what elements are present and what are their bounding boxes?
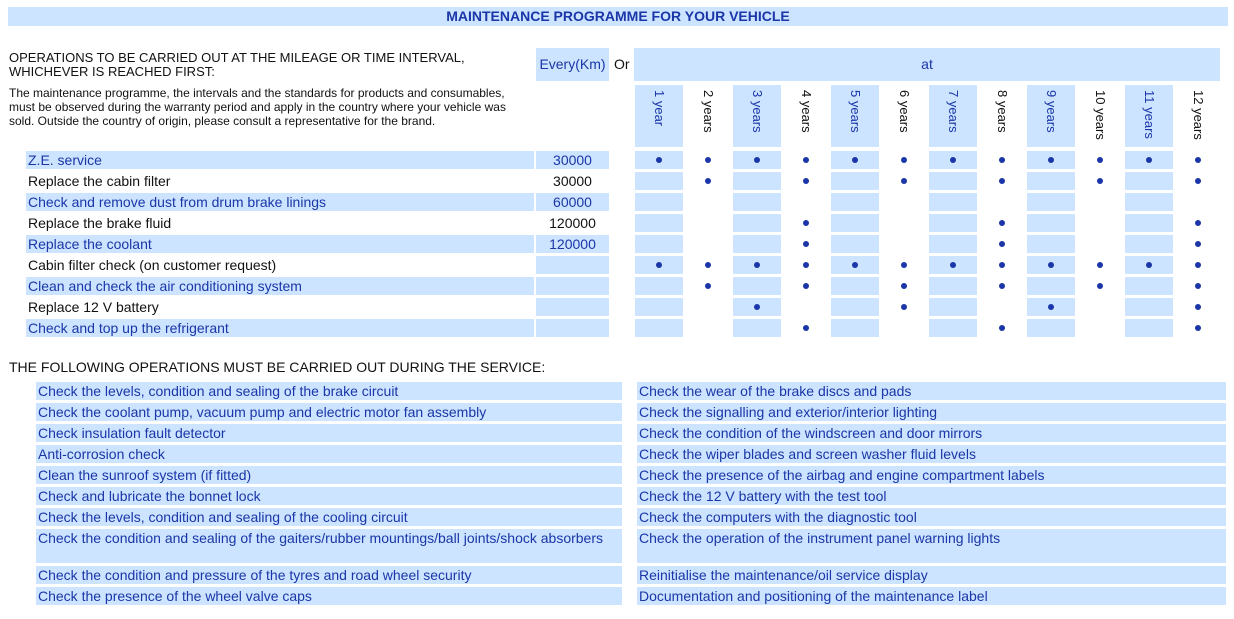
scheduled-dot-icon — [1195, 283, 1201, 289]
service-item-label: Check the wiper blades and screen washer fluid levels — [639, 446, 976, 462]
year-label: 4 years — [799, 90, 814, 133]
scheduled-dot-icon — [656, 157, 662, 163]
scheduled-dot-icon — [999, 262, 1005, 268]
scheduled-dot-icon — [1097, 157, 1103, 163]
year-cell — [929, 172, 977, 190]
year-cell — [831, 214, 879, 232]
scheduled-dot-icon — [999, 178, 1005, 184]
year-cell — [929, 214, 977, 232]
year-cell — [733, 298, 781, 316]
service-item-left — [36, 403, 622, 421]
table-row — [26, 256, 609, 274]
km-interval — [536, 256, 609, 274]
year-cell — [684, 193, 732, 211]
scheduled-dot-icon — [803, 262, 809, 268]
intro-heading: OPERATIONS TO BE CARRIED OUT AT THE MILEAGE OR TIME INTERVAL, WHICHEVER IS REACHED FIRST: — [9, 50, 465, 79]
year-cell — [635, 151, 683, 169]
service-heading: THE FOLLOWING OPERATIONS MUST BE CARRIED OUT DURING THE SERVICE: — [9, 359, 546, 375]
year-cell — [831, 172, 879, 190]
operation-label: Replace the brake fluid — [28, 215, 172, 231]
year-cell — [684, 214, 732, 232]
year-cell — [1174, 298, 1222, 316]
year-cell — [1076, 277, 1124, 295]
year-cell — [1076, 151, 1124, 169]
year-cell — [782, 172, 830, 190]
year-cell — [1027, 256, 1075, 274]
operation-label: Replace the cabin filter — [28, 173, 171, 189]
year-cell — [782, 256, 830, 274]
year-column-header — [1125, 85, 1173, 147]
service-item-label: Check the condition and pressure of the tyres and road wheel security — [38, 567, 472, 583]
year-cell — [1125, 277, 1173, 295]
year-cell — [1027, 319, 1075, 337]
scheduled-dot-icon — [754, 262, 760, 268]
year-cell — [782, 277, 830, 295]
service-item-right — [637, 403, 1226, 421]
scheduled-dot-icon — [1195, 220, 1201, 226]
km-interval: 30000 — [553, 173, 592, 189]
year-cell — [880, 151, 928, 169]
year-cell — [880, 298, 928, 316]
year-cell — [684, 151, 732, 169]
year-column-header — [1076, 85, 1124, 147]
year-cell — [880, 214, 928, 232]
year-cell — [978, 298, 1026, 316]
year-cell — [978, 235, 1026, 253]
year-cell — [684, 277, 732, 295]
scheduled-dot-icon — [1097, 178, 1103, 184]
year-label: 11 years — [1142, 90, 1157, 139]
scheduled-dot-icon — [1195, 157, 1201, 163]
year-label: 10 years — [1093, 90, 1108, 140]
service-item-label: Check the wear of the brake discs and pads — [639, 383, 912, 399]
scheduled-dot-icon — [1195, 178, 1201, 184]
at-header: at — [634, 48, 1220, 81]
scheduled-dot-icon — [803, 157, 809, 163]
year-cell — [733, 193, 781, 211]
year-cell — [978, 277, 1026, 295]
service-item-right — [637, 566, 1226, 584]
service-item-label: Check the presence of the airbag and engine compartment labels — [639, 467, 1045, 483]
year-cell — [733, 235, 781, 253]
year-cell — [733, 214, 781, 232]
table-row — [26, 193, 609, 211]
scheduled-dot-icon — [1195, 262, 1201, 268]
year-cell — [831, 193, 879, 211]
operation-label: Z.E. service — [28, 152, 102, 168]
scheduled-dot-icon — [705, 157, 711, 163]
year-cell — [978, 256, 1026, 274]
scheduled-dot-icon — [950, 262, 956, 268]
year-column-header — [831, 85, 879, 147]
service-item-left — [36, 508, 622, 526]
year-cell — [1076, 298, 1124, 316]
scheduled-dot-icon — [999, 283, 1005, 289]
service-item-label: Check the presence of the wheel valve caps — [38, 588, 312, 604]
year-cell — [831, 151, 879, 169]
year-cell — [733, 319, 781, 337]
scheduled-dot-icon — [901, 178, 907, 184]
scheduled-dot-icon — [999, 325, 1005, 331]
year-cell — [978, 214, 1026, 232]
service-item-label: Check the signalling and exterior/interior lighting — [639, 404, 938, 420]
year-cell — [929, 151, 977, 169]
year-column-header — [733, 85, 781, 147]
year-cell — [733, 256, 781, 274]
km-interval: 120000 — [549, 215, 596, 231]
year-column-header — [1027, 85, 1075, 147]
scheduled-dot-icon — [803, 178, 809, 184]
year-cell — [831, 319, 879, 337]
year-cell — [831, 235, 879, 253]
year-label: 6 years — [897, 90, 912, 133]
service-item-label: Check the computers with the diagnostic tool — [639, 509, 917, 525]
scheduled-dot-icon — [901, 262, 907, 268]
operation-label: Replace 12 V battery — [28, 299, 159, 315]
service-item-label: Check the levels, condition and sealing of the brake circuit — [38, 383, 399, 399]
service-item-label: Check and lubricate the bonnet lock — [38, 488, 261, 504]
year-cell — [635, 193, 683, 211]
year-cell — [1076, 235, 1124, 253]
year-cell — [1027, 172, 1075, 190]
service-item-label: Documentation and positioning of the maintenance label — [639, 588, 988, 604]
year-cell — [1174, 151, 1222, 169]
scheduled-dot-icon — [803, 325, 809, 331]
km-interval — [536, 277, 609, 295]
service-item-left — [36, 382, 622, 400]
year-cell — [635, 214, 683, 232]
scheduled-dot-icon — [1146, 157, 1152, 163]
scheduled-dot-icon — [803, 220, 809, 226]
scheduled-dot-icon — [1097, 262, 1103, 268]
operation-label: Replace the coolant — [28, 236, 152, 252]
km-interval — [536, 319, 609, 337]
year-cell — [831, 298, 879, 316]
year-label: 5 years — [848, 90, 863, 133]
km-interval: 30000 — [553, 152, 592, 168]
year-cell — [733, 172, 781, 190]
year-cell — [880, 193, 928, 211]
service-item-left — [36, 445, 622, 463]
year-cell — [635, 172, 683, 190]
year-cell — [1076, 214, 1124, 232]
table-row — [26, 214, 609, 232]
scheduled-dot-icon — [1048, 157, 1054, 163]
table-row — [26, 277, 609, 295]
scheduled-dot-icon — [999, 241, 1005, 247]
year-cell — [929, 298, 977, 316]
scheduled-dot-icon — [803, 241, 809, 247]
year-cell — [1125, 151, 1173, 169]
year-cell — [831, 256, 879, 274]
year-cell — [635, 256, 683, 274]
year-label: 12 years — [1191, 90, 1206, 140]
year-cell — [1076, 193, 1124, 211]
operation-label: Clean and check the air conditioning system — [28, 278, 302, 294]
service-item-right — [637, 487, 1226, 505]
year-cell — [782, 319, 830, 337]
year-label: 9 years — [1044, 90, 1059, 133]
year-cell — [1027, 298, 1075, 316]
year-label: 1 year — [652, 90, 667, 127]
year-cell — [782, 151, 830, 169]
scheduled-dot-icon — [1097, 283, 1103, 289]
scheduled-dot-icon — [1195, 304, 1201, 310]
table-row — [26, 172, 609, 190]
scheduled-dot-icon — [705, 178, 711, 184]
service-item-label: Clean the sunroof system (if fitted) — [38, 467, 252, 483]
scheduled-dot-icon — [705, 262, 711, 268]
scheduled-dot-icon — [1195, 325, 1201, 331]
service-item-label: Check insulation fault detector — [38, 425, 226, 441]
year-cell — [1027, 277, 1075, 295]
scheduled-dot-icon — [1195, 241, 1201, 247]
scheduled-dot-icon — [1146, 262, 1152, 268]
year-column-header — [880, 85, 928, 147]
year-cell — [880, 256, 928, 274]
service-item-left — [36, 466, 622, 484]
scheduled-dot-icon — [901, 157, 907, 163]
table-row — [26, 151, 609, 169]
year-cell — [1027, 193, 1075, 211]
scheduled-dot-icon — [803, 283, 809, 289]
year-cell — [1125, 319, 1173, 337]
year-cell — [1174, 235, 1222, 253]
table-row — [26, 235, 609, 253]
service-item-label: Check the condition and sealing of the gaiters/rubber mountings/ball joints/shock absorbers — [38, 530, 603, 546]
year-cell — [978, 172, 1026, 190]
year-cell — [635, 298, 683, 316]
table-row — [26, 319, 609, 337]
year-cell — [1027, 151, 1075, 169]
year-cell — [782, 193, 830, 211]
year-cell — [684, 319, 732, 337]
year-cell — [929, 277, 977, 295]
year-cell — [1174, 193, 1222, 211]
year-cell — [978, 319, 1026, 337]
operation-label: Cabin filter check (on customer request) — [28, 257, 277, 273]
service-item-right — [637, 466, 1226, 484]
service-item-left — [36, 587, 622, 605]
year-cell — [1076, 256, 1124, 274]
scheduled-dot-icon — [852, 262, 858, 268]
year-label: 3 years — [750, 90, 765, 133]
year-cell — [733, 151, 781, 169]
year-cell — [684, 235, 732, 253]
service-item-right — [637, 587, 1226, 605]
year-cell — [635, 235, 683, 253]
scheduled-dot-icon — [1048, 304, 1054, 310]
year-cell — [1174, 319, 1222, 337]
service-item-right — [637, 508, 1226, 526]
operation-label: Check and remove dust from drum brake linings — [28, 194, 327, 210]
km-interval — [536, 298, 609, 316]
scheduled-dot-icon — [852, 157, 858, 163]
scheduled-dot-icon — [901, 304, 907, 310]
scheduled-dot-icon — [656, 262, 662, 268]
service-item-label: Check the levels, condition and sealing of the cooling circuit — [38, 509, 408, 525]
year-cell — [1125, 214, 1173, 232]
scheduled-dot-icon — [1048, 262, 1054, 268]
km-interval: 60000 — [553, 194, 592, 210]
every-km-header: Every(Km) — [536, 48, 609, 81]
year-column-header — [929, 85, 977, 147]
scheduled-dot-icon — [901, 283, 907, 289]
year-label: 7 years — [946, 90, 961, 133]
service-item-label: Anti-corrosion check — [38, 446, 165, 462]
year-cell — [978, 151, 1026, 169]
table-row — [26, 298, 609, 316]
year-cell — [1174, 214, 1222, 232]
year-column-header — [1174, 85, 1222, 147]
intro-note: The maintenance programme, the intervals and the standards for products and consumables, must be observed during the warranty period and apply in the country where your vehicle was sold. Outside the country of origin, please consult a representative for the brand. — [9, 86, 506, 128]
km-interval: 120000 — [549, 236, 596, 252]
scheduled-dot-icon — [999, 220, 1005, 226]
year-cell — [929, 193, 977, 211]
year-cell — [782, 298, 830, 316]
year-column-header — [978, 85, 1026, 147]
year-cell — [880, 319, 928, 337]
year-cell — [1027, 214, 1075, 232]
year-cell — [929, 256, 977, 274]
scheduled-dot-icon — [705, 283, 711, 289]
year-cell — [1174, 277, 1222, 295]
year-cell — [733, 277, 781, 295]
year-cell — [782, 235, 830, 253]
year-cell — [782, 214, 830, 232]
service-item-label: Check the 12 V battery with the test tool — [639, 488, 887, 504]
year-cell — [1174, 172, 1222, 190]
service-item-label: Check the operation of the instrument panel warning lights — [639, 530, 1001, 546]
year-cell — [1125, 235, 1173, 253]
scheduled-dot-icon — [754, 157, 760, 163]
service-item-left — [36, 487, 622, 505]
scheduled-dot-icon — [950, 157, 956, 163]
year-cell — [1125, 256, 1173, 274]
or-label: Or — [614, 56, 630, 72]
row-band — [26, 151, 534, 169]
year-cell — [1125, 298, 1173, 316]
service-item-right — [637, 424, 1226, 442]
service-item-right — [637, 382, 1226, 400]
year-cell — [635, 319, 683, 337]
service-item-label: Reinitialise the maintenance/oil service display — [639, 567, 928, 583]
year-cell — [1125, 193, 1173, 211]
year-cell — [929, 235, 977, 253]
year-cell — [880, 235, 928, 253]
service-item-left — [36, 529, 622, 563]
year-cell — [684, 172, 732, 190]
year-label: 8 years — [995, 90, 1010, 133]
year-cell — [684, 256, 732, 274]
year-cell — [684, 298, 732, 316]
year-label: 2 years — [701, 90, 716, 133]
year-cell — [635, 277, 683, 295]
year-cell — [1174, 256, 1222, 274]
service-item-label: Check the coolant pump, vacuum pump and electric motor fan assembly — [38, 404, 487, 420]
service-item-right — [637, 529, 1226, 563]
year-column-header — [635, 85, 683, 147]
year-cell — [880, 277, 928, 295]
year-cell — [1076, 319, 1124, 337]
year-cell — [1125, 172, 1173, 190]
year-cell — [978, 193, 1026, 211]
operation-label: Check and top up the refrigerant — [28, 320, 229, 336]
year-column-header — [782, 85, 830, 147]
service-item-right — [637, 445, 1226, 463]
year-cell — [1027, 235, 1075, 253]
year-cell — [929, 319, 977, 337]
scheduled-dot-icon — [999, 157, 1005, 163]
scheduled-dot-icon — [754, 304, 760, 310]
service-item-left — [36, 424, 622, 442]
year-cell — [880, 172, 928, 190]
service-item-left — [36, 566, 622, 584]
year-column-header — [684, 85, 732, 147]
year-cell — [831, 277, 879, 295]
year-cell — [1076, 172, 1124, 190]
service-item-label: Check the condition of the windscreen and door mirrors — [639, 425, 983, 441]
page-title: MAINTENANCE PROGRAMME FOR YOUR VEHICLE — [8, 7, 1228, 26]
